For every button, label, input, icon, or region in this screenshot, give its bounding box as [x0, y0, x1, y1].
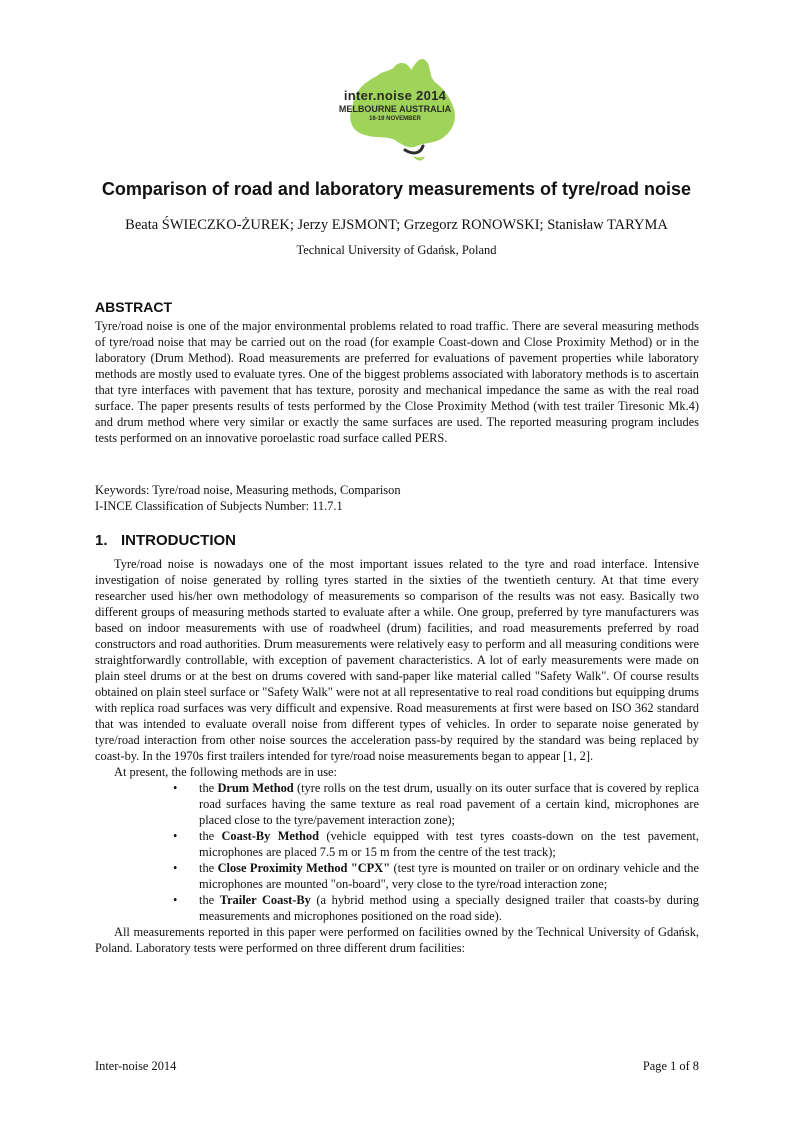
section-title: INTRODUCTION — [121, 532, 236, 549]
intro-paragraph-1: Tyre/road noise is nowadays one of the most important issues related to the tyre and road interface. Intensive investigation of noise generated by rolling tyres started in the sixties of the twentieth century. At that time every researcher used his/her own methodology of measurements so comparison of the results was not easy. Basically two different groups of measuring methods started to evaluate after a while. One group, preferred by tyre manufacturers was based on indoor measurements with use of roadwheel (drum) facilities, and road measurements preferred by road constructors and road authorities. Drum measurements were relatively easy to perform and all measuring conditions were straightforwardly controllable, with exception of pavement characteristics. A lot of early measurements were made on plain steel drums or at the best on drums covered with sand-paper like material called "Safety Walk". Of course results obtained on plain steel surface or "Safety Walk" were not at all representative to real road conditions but equipping drums with replica road surfaces was very difficult and expensive. Road measurements at first were based on ISO 362 standard that was intended to evaluate overall noise from different types of vehicles. In order to separate noise generated by tyre/road interaction from other noise sources the acceleration pass-by required by the standard was being replaced by coast-by. In the 1970s first trailers intended for tyre/road noise measurements began to appear [1, 2]. — [95, 557, 699, 763]
section-heading-introduction — [95, 532, 236, 549]
method-name: Drum Method — [217, 781, 294, 795]
method-name: Close Proximity Method "CPX" — [217, 861, 391, 875]
paper-authors: Beata ŚWIECZKO-ŻUREK; Jerzy EJSMONT; Grzegorz RONOWSKI; Stanisław TARYMA — [125, 217, 668, 233]
bullet-icon: • — [173, 781, 178, 795]
footer-conference: Inter-noise 2014 — [95, 1059, 177, 1073]
introduction-body — [95, 556, 699, 956]
method-name: Trailer Coast-By — [219, 893, 311, 907]
section-number: 1. — [95, 532, 108, 549]
logo-dates: 16-19 NOVEMBER — [369, 116, 421, 122]
intro-paragraph-2: At present, the following methods are in use: — [114, 765, 337, 779]
list-item: • the Trailer Coast-By (a hybrid method using a specially designed trailer that coasts-by during measurements and microphones positioned on the road side). — [173, 893, 699, 923]
bullet-icon: • — [173, 861, 178, 875]
bullet-icon: • — [173, 829, 178, 843]
list-item: • the Drum Method (tyre rolls on the test drum, usually on its outer surface that is covered by replica road surfaces having the same texture as real road pavement of a certain kind, microphones are placed close to the tyre/pavement interaction zone); — [173, 781, 699, 827]
abstract-text: Tyre/road noise is one of the major environmental problems related to road traffic. There are several measuring methods of tyre/road noise that may be carried out on the road (for example Coast-down and Close Proximity Method) or in the laboratory (Drum Method). Road measurements are preferred for evaluations of pavement properties while laboratory methods are mostly used to evaluate tyres. One of the biggest problems associated with laboratory methods is to ascertain that tyre interfaces with pavement that has texture, porosity and mechanical impedance the same as with the real road surface. The paper presents results of tests performed by the Close Proximity Method (with test trailer Tiresonic Mk.4) and drum method where very similar or exactly the same surfaces are used. The reported measuring program includes tests performed on an innovative poroelastic road surface called PERS. — [95, 319, 699, 445]
keywords-line: Keywords: Tyre/road noise, Measuring methods, Comparison — [95, 483, 401, 497]
footer-page-number: Page 1 of 8 — [642, 1059, 699, 1073]
logo-title: inter.noise 2014 — [343, 88, 447, 103]
paper-affiliation: Technical University of Gdańsk, Poland — [296, 243, 497, 257]
intro-paragraph-3: All measurements reported in this paper were performed on facilities owned by the Technical University of Gdańsk, Poland. Laboratory tests were performed on three different drum facilities: — [95, 925, 699, 955]
method-name: Coast-By Method — [221, 829, 319, 843]
classification-line: I-INCE Classification of Subjects Number: 11.7.1 — [95, 499, 343, 513]
paper-title: Comparison of road and laboratory measurements of tyre/road noise — [101, 179, 692, 199]
keywords-block — [95, 482, 699, 514]
abstract-heading: ABSTRACT — [95, 299, 172, 315]
logo-location: MELBOURNE AUSTRALIA — [338, 104, 452, 114]
methods-list — [95, 780, 699, 924]
list-item: • the Close Proximity Method "CPX" (test tyre is mounted on trailer or on ordinary vehicle and the microphones are mounted "on-board", very close to the tyre/road interaction zone; — [173, 861, 699, 891]
bullet-icon: • — [173, 893, 178, 907]
conference-logo — [325, 46, 465, 168]
list-item: • the Coast-By Method (vehicle equipped with test tyres coasts-down on the test pavement, microphones are placed 7.5 m or 15 m from the centre of the test track); — [173, 829, 699, 859]
